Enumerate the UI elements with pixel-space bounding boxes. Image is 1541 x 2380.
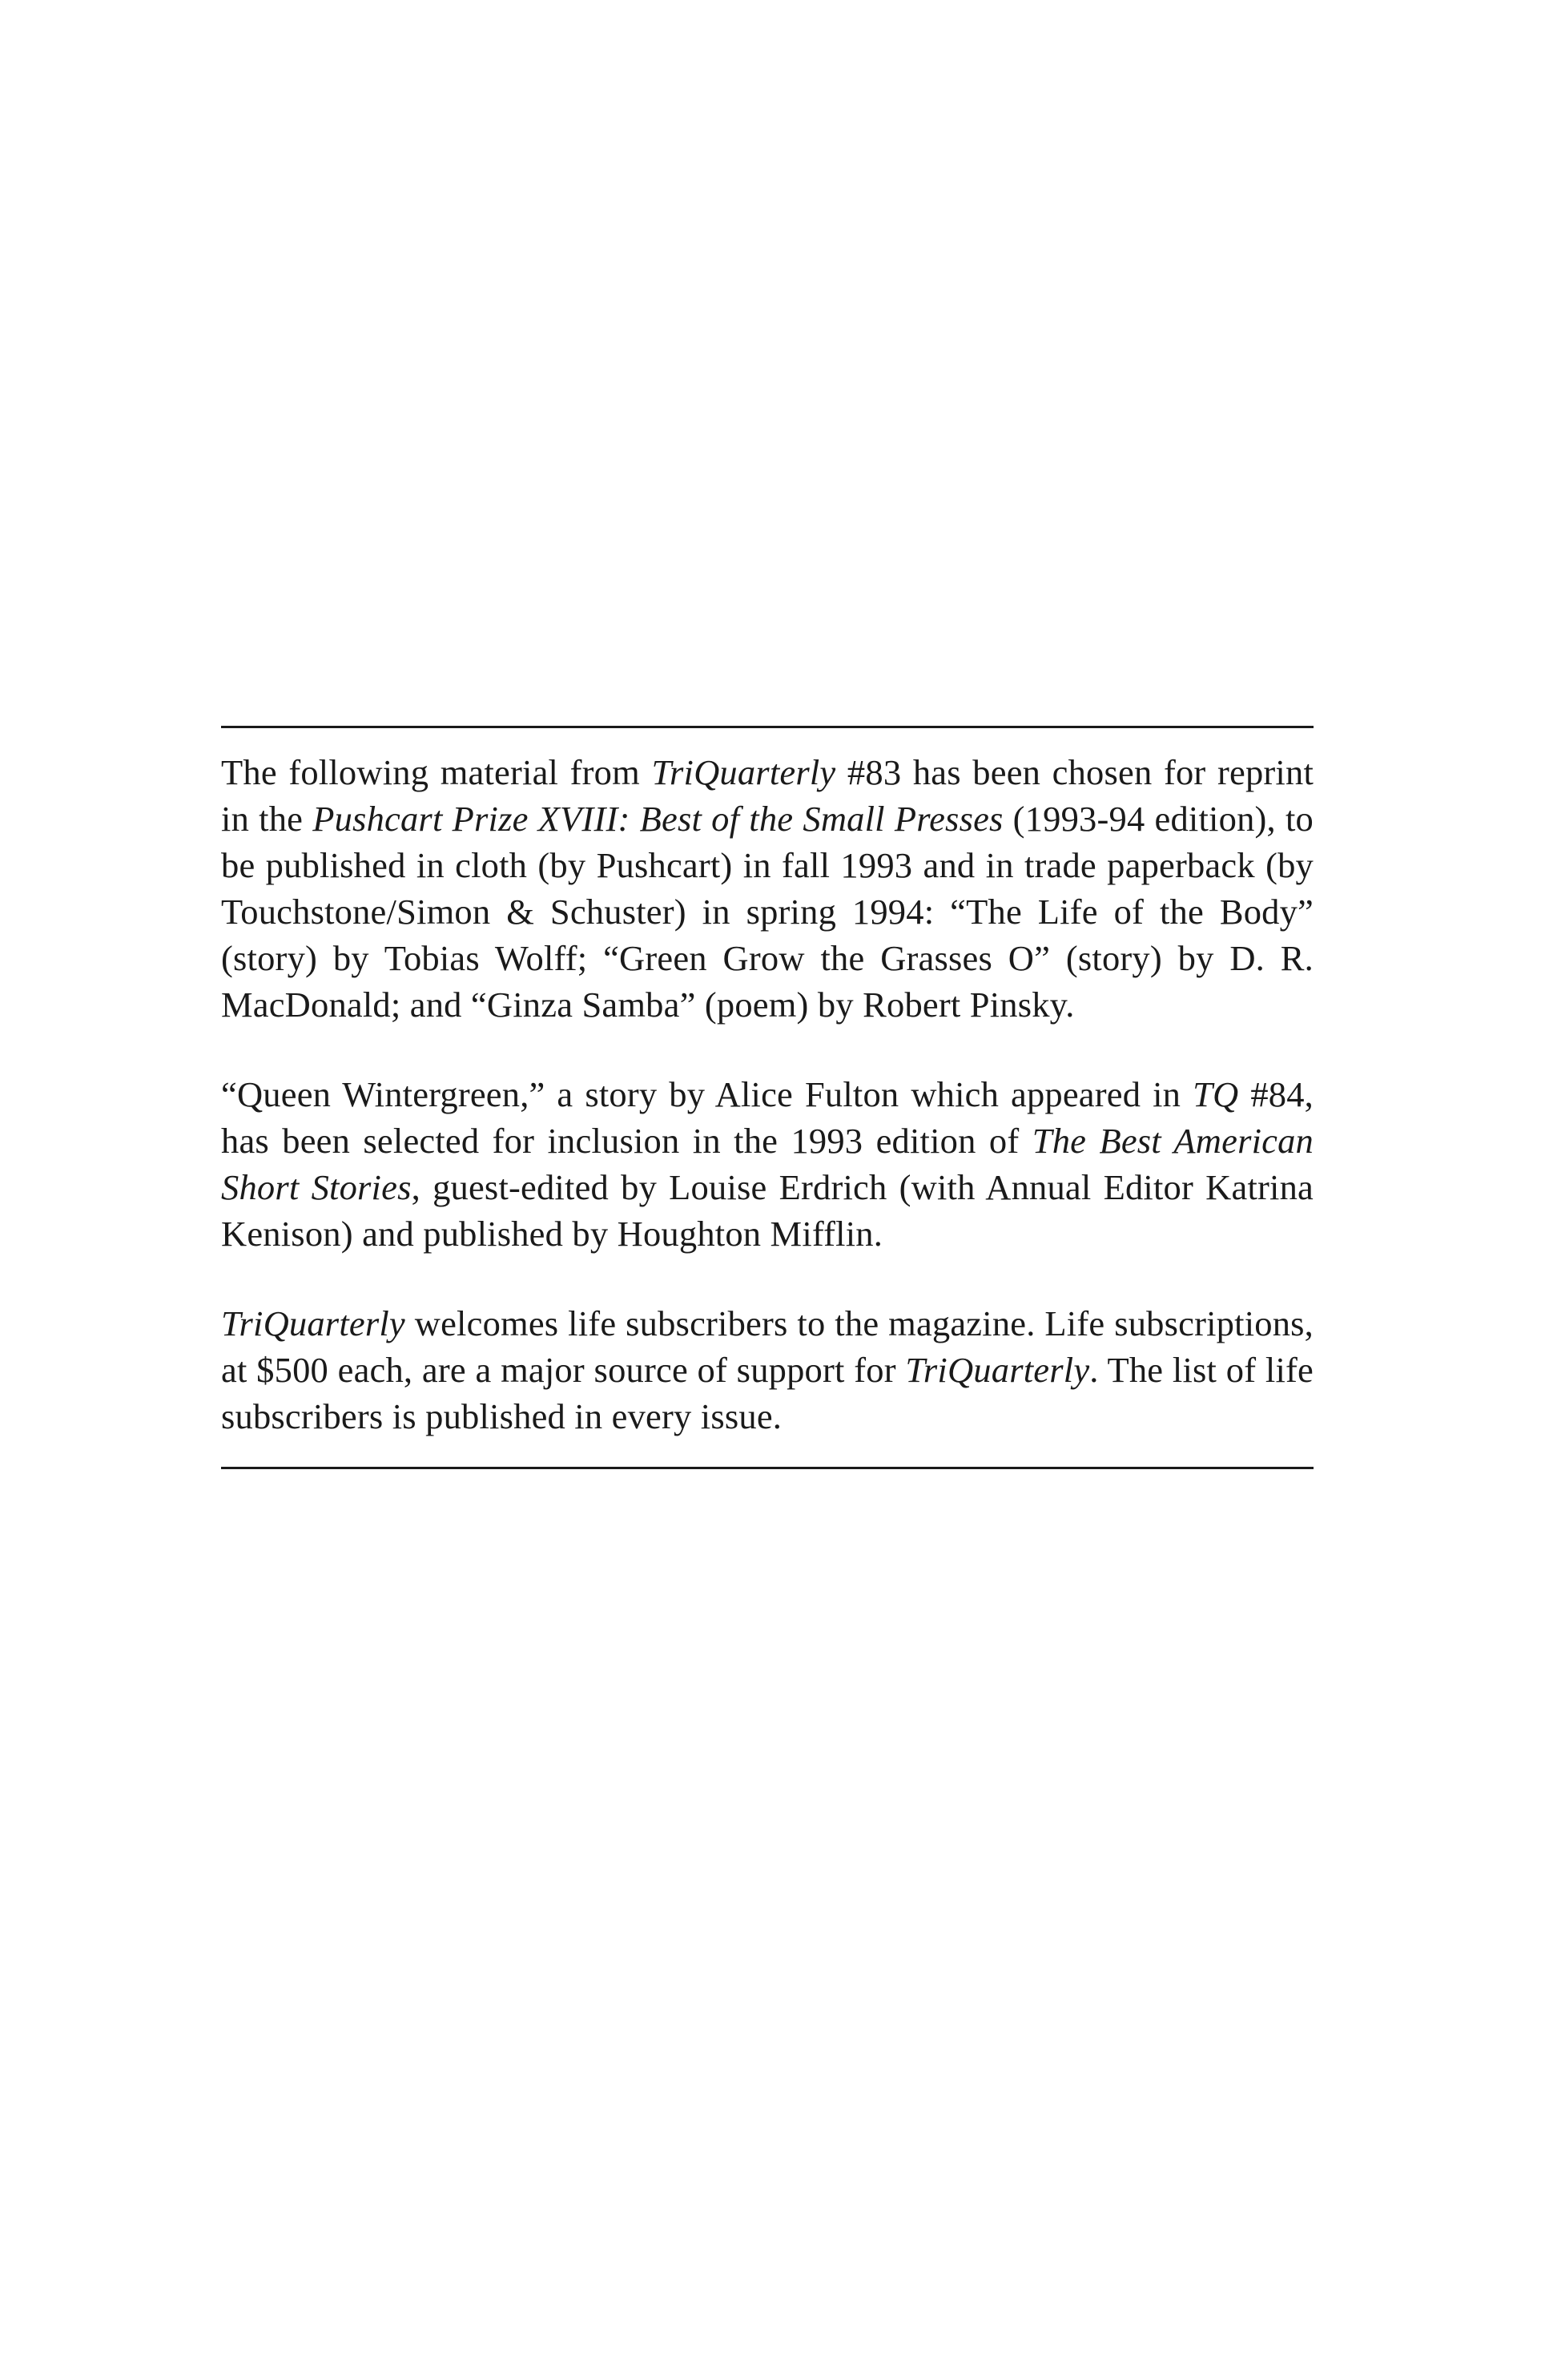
- segment-italic: TriQuarterly: [221, 1303, 405, 1343]
- life-subscribers-paragraph: [221, 1300, 1314, 1440]
- notice-block: [221, 726, 1314, 1469]
- reprint-notice-paragraph: [221, 749, 1314, 1028]
- segment-italic: TriQuarterly: [651, 752, 836, 792]
- top-rule: [221, 726, 1314, 728]
- segment-italic: TriQuarterly: [905, 1350, 1090, 1390]
- segment: welcomes life subscribers to the magazine. Life subscriptions, at $500 each, are a major source of support for: [221, 1303, 1314, 1390]
- segment-italic: TQ: [1193, 1074, 1239, 1114]
- segment: , guest-edited by Louise Erdrich (with Annual Editor Katrina Kenison) and published by Houghton Mifflin.: [221, 1167, 1314, 1254]
- segment: “Queen Wintergreen,” a story by Alice Fulton which appeared in: [221, 1074, 1193, 1114]
- bottom-rule: [221, 1467, 1314, 1469]
- segment-italic: The Best American Short Stories: [221, 1121, 1314, 1207]
- segment: (1993-94 edition), to be published in cloth (by Pushcart) in fall 1993 and in trade paperback (by Touchstone/Simon & Schuster) in spring 1994: “The Life of the Body” (story) by Tobias Wolff; “Green Grow the Grasses O” (story) by D. R. MacDonald; and “Ginza Samba” (poem) by Robert Pinsky.: [221, 799, 1314, 1025]
- segment: . The list of life subscribers is published in every issue.: [221, 1350, 1314, 1436]
- best-american-notice-paragraph: [221, 1071, 1314, 1257]
- segment: The following material from: [221, 752, 652, 792]
- segment: #83 has been chosen for reprint in the: [221, 752, 1314, 839]
- segment-italic: Pushcart Prize XVIII: Best of the Small Presses: [312, 799, 1004, 839]
- segment: #84, has been selected for inclusion in the 1993 edition of: [221, 1074, 1314, 1161]
